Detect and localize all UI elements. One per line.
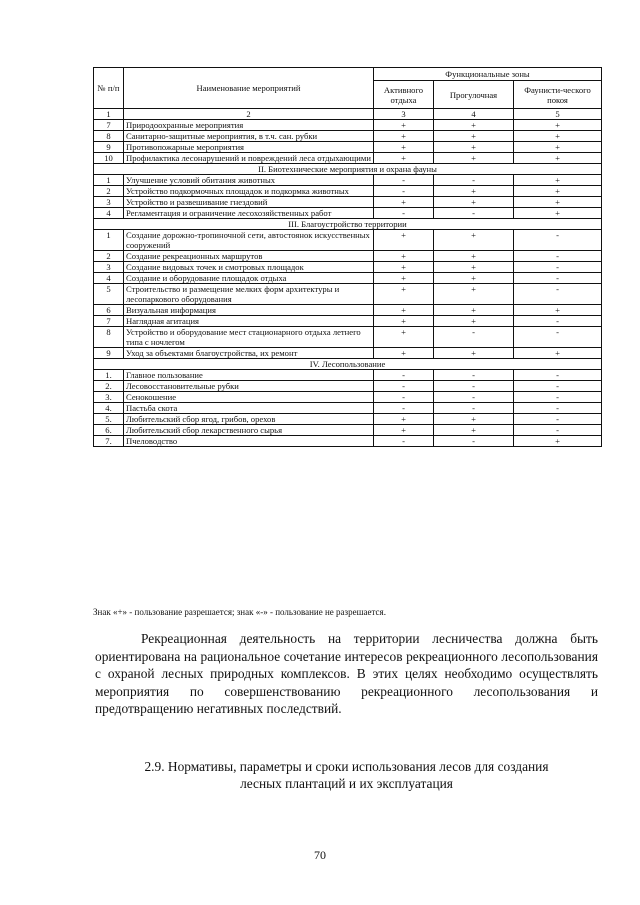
table-row [94,230,602,251]
zone-fauna-value: + [514,197,602,208]
measure-name: Профилактика лесонарушений и повреждений леса отдыхающими [124,153,374,164]
zone-fauna-value: - [514,381,602,392]
measure-name: Создание рекреационных маршрутов [124,251,374,262]
section-row [94,219,602,230]
table-row [94,208,602,219]
measure-name: Санитарно-защитные мероприятия, в т.ч. сан. рубки [124,131,374,142]
zone-walking-value: - [434,381,514,392]
measure-name: Создание дорожно-тропиночной сети, автостоянок искусственных сооружений [124,230,374,251]
zone-fauna-value: - [514,425,602,436]
row-number: 10 [94,153,124,164]
zone-active-value: + [374,131,434,142]
table-row [94,284,602,305]
zone-walking-value: + [434,348,514,359]
table-row [94,175,602,186]
table-row [94,131,602,142]
zone-walking-value: + [434,305,514,316]
zone-fauna-value: + [514,305,602,316]
measure-name: Строительство и размещение мелких форм архитектуры и лесопаркового оборудования [124,284,374,305]
row-number: 9 [94,348,124,359]
zone-active-value: + [374,414,434,425]
zone-fauna-value: - [514,392,602,403]
table-row [94,251,602,262]
col-number: 2 [124,109,374,120]
zone-fauna-value: + [514,175,602,186]
row-number: 2. [94,381,124,392]
row-number: 1. [94,370,124,381]
table-row [94,392,602,403]
col-number: 1 [94,109,124,120]
col-number: 3 [374,109,434,120]
measure-name: Противопожарные мероприятия [124,142,374,153]
zone-walking-value: + [434,197,514,208]
zone-walking-value: - [434,403,514,414]
zone-walking-value: + [434,153,514,164]
row-number: 2 [94,186,124,197]
zone-walking-value: - [434,175,514,186]
row-number: 1 [94,230,124,251]
table-row [94,316,602,327]
body-paragraph: Рекреационная деятельность на территории лесничества должна быть ориентирована на рациональное сочетание интересов рекреационного лесопользования с охраной лесных природных комплексов. В этих целях необходимо осуществлять мероприятия по совершенствованию рекреационного лесопользования и предотвращению негативных последствий. [95,631,598,717]
row-number: 3 [94,262,124,273]
section-heading [95,758,598,792]
zone-active-value: - [374,392,434,403]
table-row [94,425,602,436]
section-row [94,359,602,370]
zone-active-value: + [374,153,434,164]
recreation-measures-table [93,67,602,447]
header-zone-active: Активного отдыха [374,81,434,109]
zone-active-value: - [374,403,434,414]
zone-active-value: + [374,305,434,316]
row-number: 9 [94,142,124,153]
zone-active-value: - [374,381,434,392]
measure-name: Пчеловодство [124,436,374,447]
zone-active-value: + [374,142,434,153]
zone-fauna-value: + [514,142,602,153]
zone-fauna-value: - [514,230,602,251]
row-number: 3 [94,197,124,208]
row-number: 4 [94,208,124,219]
row-number: 4 [94,273,124,284]
zone-walking-value: + [434,230,514,251]
table-row [94,120,602,131]
zone-walking-value: - [434,392,514,403]
header-zones-title: Функциональные зоны [374,68,602,81]
zone-walking-value: + [434,186,514,197]
zone-walking-value: + [434,142,514,153]
measure-name: Сенокошение [124,392,374,403]
table-row [94,414,602,425]
measure-name: Улучшение условий обитания животных [124,175,374,186]
zone-active-value: - [374,186,434,197]
zone-active-value: + [374,251,434,262]
table-row [94,327,602,348]
zone-walking-value: - [434,208,514,219]
row-number: 4. [94,403,124,414]
zone-fauna-value: - [514,327,602,348]
zone-active-value: + [374,273,434,284]
measure-name: Любительский сбор ягод, грибов, орехов [124,414,374,425]
zone-active-value: + [374,262,434,273]
table-row [94,197,602,208]
section-title: III. Благоустройство территории [94,219,602,230]
zone-walking-value: + [434,316,514,327]
col-number: 5 [514,109,602,120]
section-row [94,164,602,175]
measure-name: Любительский сбор лекарственного сырья [124,425,374,436]
measure-name: Устройство и оборудование мест стационарного отдыха летнего типа с ночлегом [124,327,374,348]
header-num: № п/п [94,68,124,109]
table-row [94,273,602,284]
measure-name: Пастьба скота [124,403,374,414]
measure-name: Природоохранные мероприятия [124,120,374,131]
zone-active-value: + [374,425,434,436]
col-number: 4 [434,109,514,120]
measure-name: Лесовосстановительные рубки [124,381,374,392]
table-legend: Знак «+» - пользование разрешается; знак «-» - пользование не разрешается. [93,607,386,617]
measure-name: Создание видовых точек и смотровых площадок [124,262,374,273]
row-number: 7 [94,120,124,131]
table-row [94,186,602,197]
zone-walking-value: + [434,262,514,273]
row-number: 3. [94,392,124,403]
zone-active-value: + [374,230,434,251]
row-number: 2 [94,251,124,262]
zone-fauna-value: + [514,186,602,197]
row-number: 5 [94,284,124,305]
zone-active-value: + [374,327,434,348]
zone-fauna-value: - [514,273,602,284]
measure-name: Устройство подкормочных площадок и подкормка животных [124,186,374,197]
zone-walking-value: + [434,131,514,142]
measure-name: Устройство и развешивание гнездовий [124,197,374,208]
row-number: 7. [94,436,124,447]
header-zone-walking: Прогулочная [434,81,514,109]
zone-walking-value: + [434,273,514,284]
zone-walking-value: - [434,327,514,348]
zone-walking-value: + [434,251,514,262]
zone-active-value: - [374,370,434,381]
table-row [94,370,602,381]
section-title: IV. Лесопользование [94,359,602,370]
zone-walking-value: - [434,436,514,447]
row-number: 5. [94,414,124,425]
zone-active-value: - [374,175,434,186]
measure-name: Главное пользование [124,370,374,381]
table-row [94,381,602,392]
page-number: 70 [314,848,326,862]
zone-fauna-value: + [514,208,602,219]
zone-walking-value: - [434,370,514,381]
zone-fauna-value: + [514,436,602,447]
zone-active-value: + [374,120,434,131]
zone-fauna-value: - [514,403,602,414]
header-zone-fauna: Фаунисти-ческого покоя [514,81,602,109]
zone-fauna-value: - [514,414,602,425]
row-number: 8 [94,131,124,142]
zone-active-value: - [374,208,434,219]
zone-active-value: + [374,284,434,305]
zone-active-value: + [374,316,434,327]
table-row [94,305,602,316]
row-number: 6 [94,305,124,316]
measure-name: Уход за объектами благоустройства, их ремонт [124,348,374,359]
zone-active-value: + [374,197,434,208]
table-row [94,142,602,153]
zone-fauna-value: + [514,348,602,359]
section-title: II. Биотехнические мероприятия и охрана фауны [94,164,602,175]
measure-name: Регламентация и ограничение лесохозяйственных работ [124,208,374,219]
row-number: 6. [94,425,124,436]
row-number: 1 [94,175,124,186]
zone-fauna-value: + [514,153,602,164]
measure-name: Создание и оборудование площадок отдыха [124,273,374,284]
zone-walking-value: + [434,425,514,436]
table-row [94,403,602,414]
section-heading-line2: лесных плантаций и их эксплуатация [240,776,453,791]
zone-fauna-value: - [514,370,602,381]
zone-active-value: - [374,436,434,447]
zone-fauna-value: - [514,262,602,273]
zone-walking-value: + [434,414,514,425]
zone-fauna-value: - [514,316,602,327]
zone-fauna-value: - [514,251,602,262]
row-number: 7 [94,316,124,327]
table-body [94,120,602,447]
measure-name: Визуальная информация [124,305,374,316]
row-number: 8 [94,327,124,348]
header-name: Наименование мероприятий [124,68,374,109]
zone-fauna-value: - [514,284,602,305]
zone-fauna-value: + [514,131,602,142]
zone-active-value: + [374,348,434,359]
table-row [94,348,602,359]
zone-walking-value: + [434,120,514,131]
measure-name: Наглядная агитация [124,316,374,327]
table-row [94,436,602,447]
table-row [94,153,602,164]
section-heading-line1: 2.9. Нормативы, параметры и сроки использования лесов для создания [144,759,549,774]
zone-fauna-value: + [514,120,602,131]
zone-walking-value: + [434,284,514,305]
table-row [94,262,602,273]
